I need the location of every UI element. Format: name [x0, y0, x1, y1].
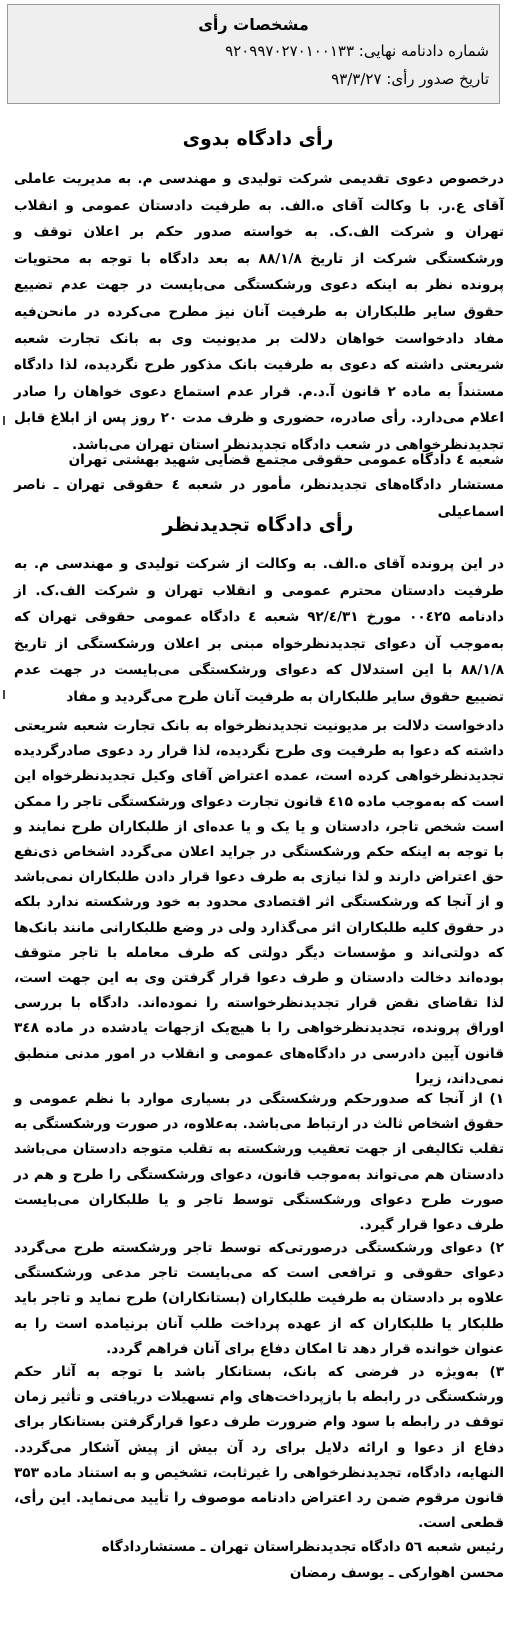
- appeal-reason-3: ۳) به‌ویژه در فرضی که بانک، بستانکار باشد با توجه به آثار حکم ورشکستگی در رابطه با بازپرداخت‌های وام تسهیلات دریافتی و تأثیر زمان توقف در رابطه با سود وام ضرورت طرف دعوا قرارگرفتن بستانکار برای دفاع از دعوا و ارائه دلایل برای رد آن بیش از پیش آشکار می‌گردد. النهایه، دادگاه، تجدیدنظرخواهی را غیرثابت، تشخیص و به استناد ماده ۳۵۳ قانون مرقوم ضمن رد اعتراض دادنامه موصوف را تأیید می‌نماید. این رأی، قطعی است.: [14, 1364, 504, 1532]
- final-number-value: ۹۲۰۹۹۷۰۲۷۰۱۰۰۱۳۳: [225, 42, 355, 60]
- margin-mark: [3, 416, 5, 425]
- appeal-paragraph-1: در این پرونده آقای ه.الف. به وکالت از شرکت تولیدی و مهندسی م. به طرفیت دادستان محترم عمومی و انقلاب تهران و شرکت الف.ک. از دادنامه ۰۰٤۲۵ مورخ ۹۲/٤/۳۱ شعبه ٤ دادگاه عمومی حقوقی تهران که به‌موجب آن دعوای تجدیدنظرخواه مبنی بر اعلان ورشکستگی از تاریخ ۸۸/۱/۸ با این استدلال که دعوای ورشکستگی می‌بایست در جهت عدم تضییع حقوق سایر طلبکاران به طرفیت آنان طرح می‌گردید و مفاد: [14, 556, 504, 705]
- appeal-paragraph-2: دادخواست دلالت بر مدیونیت تجدیدنظرخواه به بانک تجارت شعبه شریعتی داشته که دعوا به طرفیت وی طرح نگردیده، لذا قرار رد دعوی صادرگردیده تجدیدنظرخواهی کرده است، عمده اعتراض آقای وکیل تجدیدنظرخواه این است که به‌موجب ماده ٤۱۵ قانون تجارت دعوای ورشکستگی تاجر را ممکن است شخص تاجر، دادستان و یا یک و یا عده‌ای از طلبکاران طرح نمایند و با توجه به اینکه حکم ورشکستگی در جراید اعلان می‌گردد اشخاص ذی‌نفع حق اعتراض دارند و لذا نیازی به طرف دعوا قرار دادن طلبکاران نمی‌باشد و از آنجا که ورشکستگی اثر اقتصادی محدود به خود ورشکسته ندارد بلکه در حقوق کلیه طلبکاران اثر می‌گذارد ولی در وضع طلبکارانی مانند بانک‌ها که دولتی‌اند و مؤسسات دیگر دولتی که طرف معامله با تاجر متوقف بوده‌اند دخالت دادستان و طرف دعوا قرار گرفتن وی به این جهت است، لذا تقاضای نقض قرار تجدیدنظرخواسته را نموده‌اند. دادگاه با بررسی اوراق پرونده، تجدیدنظرخواهی را با هیچ‌یک ازجهات یادشده در ماده ۳٤۸ قانون آیین دادرسی در دادگاه‌های عمومی و انقلاب در امور مدنی منطبق نمی‌داند، زیرا: [14, 718, 504, 1087]
- appeal-reason-1: ۱) از آنجا که صدورحکم ورشکستگی در بسیاری موارد با نظم عمومی و حقوق اشخاص ثالث در ارتباط می‌باشد. به‌علاوه، در صورت ورشکستگی به تقلب تکالیفی از جهت تعقیب ورشکسته به تقلب متوجه دادستان می‌باشد دادستان هم می‌تواند به‌موجب قانون، دعوای ورشکستگی را طرح و هم در صورت طرح دعوای ورشکستگی توسط تاجر و یا طلبکاران می‌بایست طرف دعوا قرار گیرد.: [14, 1091, 504, 1234]
- margin-mark: [3, 690, 5, 699]
- primary-signature-line: مستشار دادگاه‌های تجدیدنظر، مأمور در شعبه ٤ حقوقی تهران ـ ناصر اسماعیلی: [14, 477, 504, 520]
- issue-date-label: تاریخ صدور رأی:: [386, 70, 489, 88]
- final-number-line: [18, 37, 489, 65]
- appeal-court-title: رأی دادگاه تجدیدنظر: [162, 514, 354, 536]
- appeal-signature-line-1: رئیس شعبه ۵٦ دادگاه تجدیدنظراستان تهران ـ مستشاردادگاه: [101, 1539, 504, 1555]
- issue-date-line: [18, 65, 489, 93]
- specs-title: مشخصات رأی: [198, 15, 309, 34]
- ruling-specs-box: [7, 4, 500, 104]
- primary-court-title: رأی دادگاه بدوی: [182, 128, 334, 150]
- appeal-signature-line-2: محسن اهوارکی ـ یوسف رمضان: [289, 1565, 504, 1581]
- primary-ruling-paragraph: درخصوص دعوی تقدیمی شرکت تولیدی و مهندسی م. به مدیریت عاملی آقای ع.ر. با وکالت آقای ه.الف. به طرفیت دادستان عمومی و انقلاب تهران و شرکت الف.ک. به خواسته صدور حکم بر اعلان توقف و ورشکستگی شرکت از تاریخ ۸۸/۱/۸ به بعد دادگاه با توجه به محتویات پرونده نظر به اینکه دعوی ورشکستگی می‌بایست در جهت عدم تضییع حقوق سایر طلبکاران به طرفیت آنان نیز مطرح می‌کرده در مانحن‌فیه مفاد دادخواست خواهان دلالت بر مدیونیت وی به بانک تجارت شعبه شریعتی داشته که دعوی به طرفیت بانک مذکور طرح نگردیده، لذا دادگاه مستنداً به ماده ۲ قانون آ.د.م. قرار عدم استماع دعوی خواهان را صادر اعلام می‌دارد. رأی صادره، حضوری و ظرف مدت ۲۰ روز پس از ابلاغ قابل تجدیدنظرخواهی در شعب دادگاه تجدیدنظر استان تهران می‌باشد.: [14, 171, 505, 453]
- appeal-reason-2: ۲) دعوای ورشکستگی درصورتی‌که توسط تاجر ورشکسته طرح می‌گردد دعوای حقوقی و ترافعی است که می‌بایست تاجر مدعی ورشکستگی علاوه بر دادستان به طرفیت طلبکاران (بستانکاران) طرح نماید و تاجر باید طلبکار یا طلبکاران که از عهده پرداخت طلب آنان برنیامده است را به عنوان خوانده قرار دهد تا امکان دفاع برای آنان فراهم گردد.: [14, 1240, 504, 1357]
- primary-branch-line: شعبه ٤ دادگاه عمومی حقوقی مجتمع قضایی شهید بهشتی تهران: [68, 452, 504, 468]
- issue-date-value: ۹۳/۳/۲۷: [331, 70, 382, 88]
- final-number-label: شماره دادنامه نهایی:: [358, 42, 489, 60]
